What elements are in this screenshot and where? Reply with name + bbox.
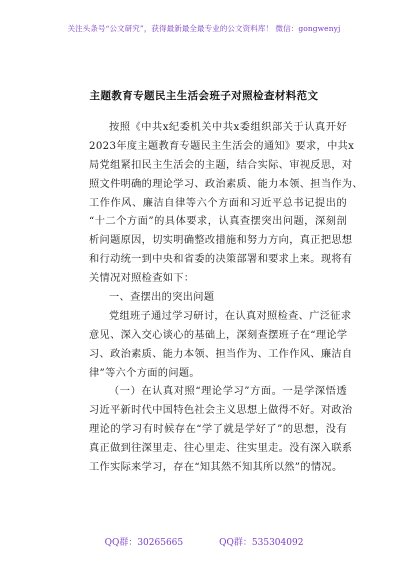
text-line: 和行动统一到中央和省委的决策部署和要求上来。现将有 — [89, 254, 353, 266]
paragraph-theory-study — [89, 383, 353, 477]
document-body — [89, 119, 363, 478]
text-line: 析问题原因，切实明确整改措施和努力方向，真正把思想 — [89, 235, 353, 247]
header-banner: 关注头条号“公文研究”，获得最新最全最专业的公文资料库！ 微信：gongwenyj — [67, 24, 341, 33]
text-line: 意见、深入交心谈心的基础上，深刻查摆班子在“理论学 — [89, 329, 348, 341]
heading-line: 一、查摆出的突出问题 — [109, 292, 215, 304]
qq-group-2: QQ群：535304092 — [219, 538, 304, 548]
text-line: 律”等六个方面的问题。 — [89, 367, 200, 379]
text-line: 局党组紧扣民主生活会的主题，结合实际、审视反思，对 — [89, 159, 353, 171]
paragraph-summary — [89, 308, 353, 384]
text-line: 关情况对照检查如下： — [89, 273, 195, 285]
text-line: 真正做到往深里走、往心里走、往实里走。没有深入联系 — [89, 443, 353, 455]
text-line: 习近平新时代中国特色社会主义思想上做得不好。对政治 — [89, 405, 353, 417]
paragraph-intro — [89, 119, 363, 289]
text-line: “十二个方面”的具体要求，认真查摆突出问题，深刻剖 — [89, 216, 347, 228]
text-line: 照文件明确的理论学习、政治素质、能力本领、担当作为、 — [89, 178, 363, 190]
text-line: 按照《中共x纪委机关中共x委组织部关于认真开好 — [109, 122, 347, 133]
text-line: 党组班子通过学习研讨，在认真对照检查、广泛征求 — [109, 310, 352, 322]
qq-group-1: QQ群：30265665 — [104, 538, 184, 548]
text-line: 习、政治素质、能力本领、担当作为、工作作风、廉洁自 — [89, 348, 353, 360]
section-heading — [89, 289, 347, 308]
text-line: 工作作风、廉洁自律等六个方面和习近平总书记提出的 — [89, 197, 347, 209]
text-line: 2023年度主题教育专题民主生活会的通知》要求，中共x — [89, 140, 355, 152]
document-title: 主题教育专题民主生活会班子对照检查材料范文 — [89, 90, 319, 102]
text-line: 工作实际来学习，存在“知其然不知其所以然”的情况。 — [89, 462, 343, 474]
text-line: （一）在认真对照“理论学习”方面。一是学深悟透 — [109, 386, 347, 398]
footer-contact — [0, 535, 408, 548]
text-line: 理论的学习有时候存在“学了就是学好了”的思想，没有 — [89, 424, 347, 436]
